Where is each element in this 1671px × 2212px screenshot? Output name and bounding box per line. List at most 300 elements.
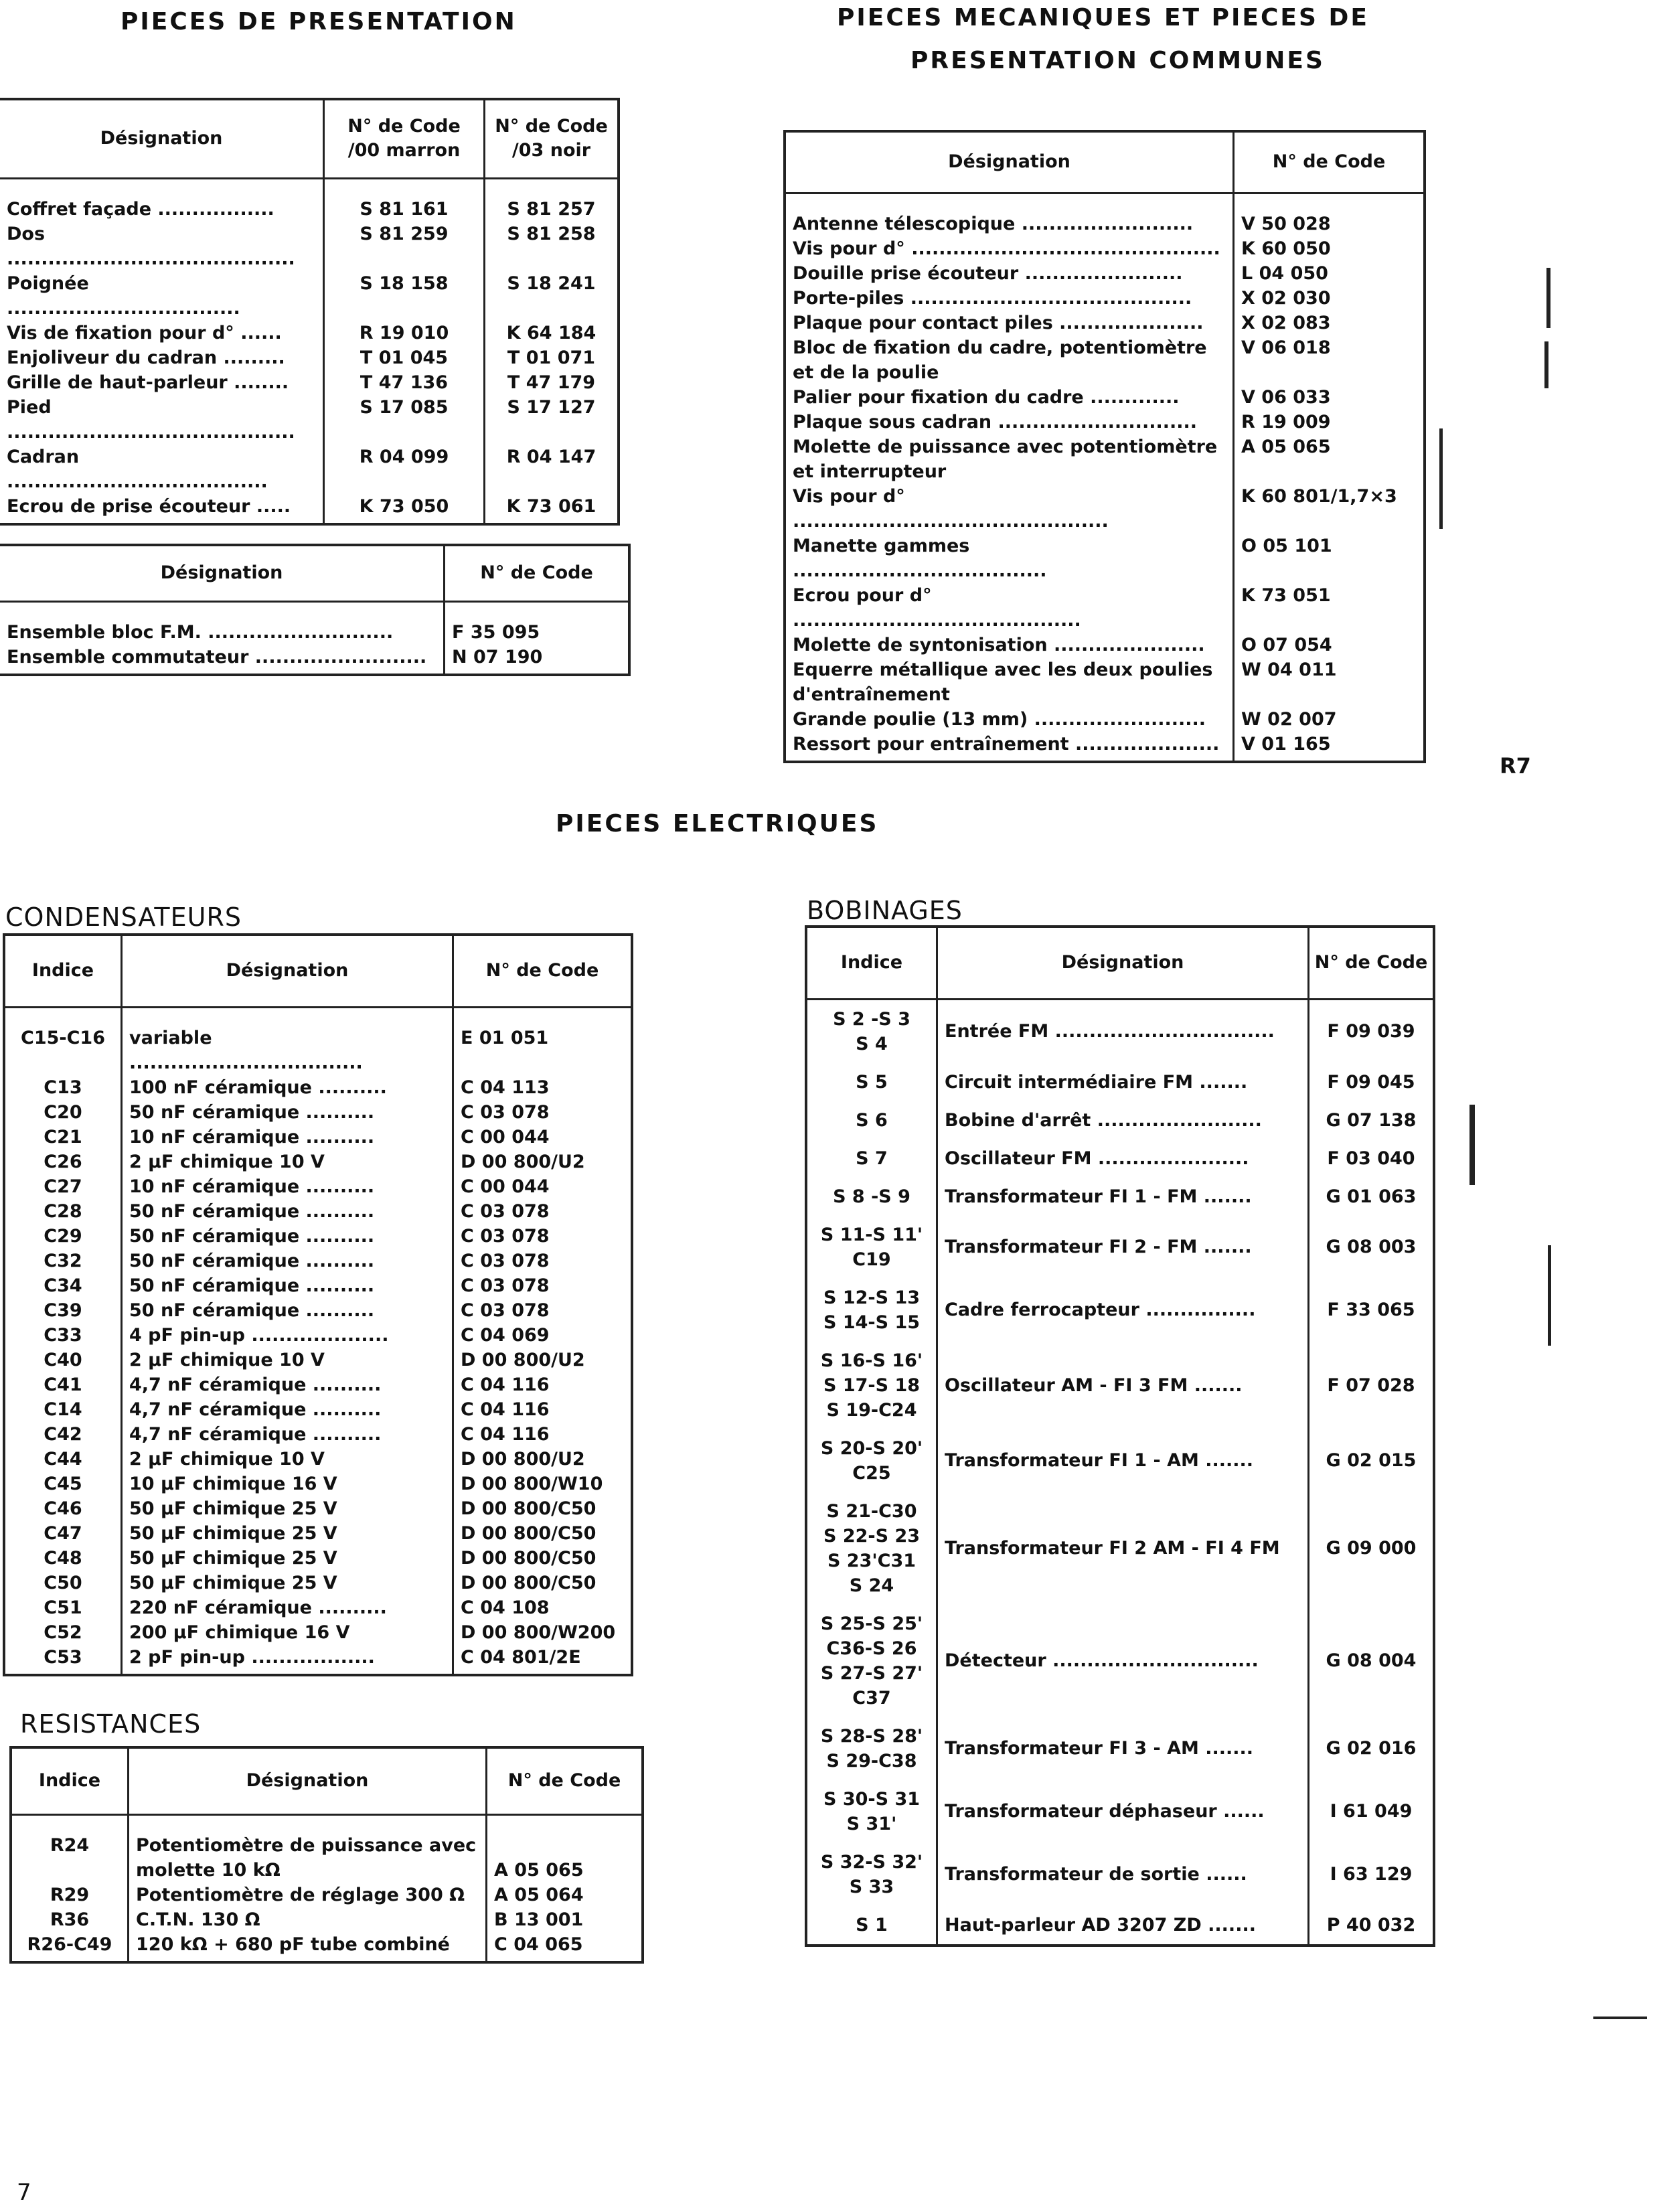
code-cell: D 00 800/W10 xyxy=(453,1472,633,1496)
designation-cell: 50 μF chimique 25 V xyxy=(122,1546,453,1571)
designation-cell: Vis de fixation pour d° ...... xyxy=(7,322,282,343)
section-bobinages: BOBINAGES xyxy=(807,896,963,925)
code-cell: C 03 078 xyxy=(453,1100,633,1125)
designation-cell: 10 nF céramique .......... xyxy=(122,1174,453,1199)
table-row xyxy=(785,657,1425,707)
code-noir-cell: S 18 241 xyxy=(485,271,619,321)
indice-cell: C28 xyxy=(44,1200,82,1222)
table-row xyxy=(4,1422,632,1447)
indice-cell: C46 xyxy=(44,1498,82,1519)
table-row xyxy=(785,385,1425,410)
code-cell: C 03 078 xyxy=(453,1224,633,1249)
page-number: 7 xyxy=(17,2179,31,2206)
table-row xyxy=(785,434,1425,484)
table-row xyxy=(806,1717,1434,1780)
table-row xyxy=(4,1199,632,1224)
designation-cell: Cadran ...................................... xyxy=(7,446,268,492)
table-row xyxy=(11,1883,643,1907)
code-cell: F 35 095 xyxy=(445,601,630,645)
indice-cell: C32 xyxy=(44,1250,82,1271)
indice-cell: C50 xyxy=(44,1572,82,1593)
code-noir-cell: K 73 061 xyxy=(485,494,619,524)
margin-mark xyxy=(1439,428,1443,529)
presentation-table xyxy=(0,98,620,526)
designation-cell: Porte-piles ......................................... xyxy=(793,287,1192,309)
table-row xyxy=(806,1843,1434,1906)
code-cell: B 13 001 xyxy=(487,1907,643,1932)
indice-cell: C33 xyxy=(44,1324,82,1346)
designation-cell: Bobine d'arrêt ........................ xyxy=(937,1101,1309,1139)
code-cell: G 07 138 xyxy=(1309,1101,1435,1139)
margin-mark xyxy=(1593,2017,1647,2019)
table-row xyxy=(0,271,619,321)
header-code: N° de Code xyxy=(1234,131,1425,193)
designation-cell: Transformateur FI 3 - AM ....... xyxy=(937,1717,1309,1780)
indice-cell: C52 xyxy=(44,1622,82,1643)
table-row xyxy=(4,1249,632,1273)
table-row xyxy=(4,1150,632,1174)
indice-cell: S 28-S 28' S 29-C38 xyxy=(820,1725,923,1771)
indice-cell: C48 xyxy=(44,1547,82,1569)
table-row xyxy=(0,445,619,494)
designation-cell: Ecrou de prise écouteur ..... xyxy=(7,495,291,517)
designation-cell: 50 μF chimique 25 V xyxy=(122,1571,453,1595)
table-row xyxy=(785,583,1425,633)
code-cell: F 03 040 xyxy=(1309,1139,1435,1178)
code-cell: C 04 065 xyxy=(487,1932,643,1962)
designation-cell: 50 μF chimique 25 V xyxy=(122,1521,453,1546)
code-noir-cell: S 81 258 xyxy=(485,222,619,271)
designation-cell: 4,7 nF céramique .......... xyxy=(122,1372,453,1397)
designation-cell: Oscillateur AM - FI 3 FM ....... xyxy=(937,1342,1309,1429)
indice-cell: C39 xyxy=(44,1299,82,1321)
table-row xyxy=(806,999,1434,1063)
code-cell: O 07 054 xyxy=(1234,633,1425,657)
title-electriques: PIECES ELECTRIQUES xyxy=(556,810,879,838)
code-cell: G 08 003 xyxy=(1309,1216,1435,1279)
designation-cell: Potentiomètre de puissance avec molette 10 kΩ xyxy=(129,1814,487,1883)
table-row xyxy=(4,1397,632,1422)
table-row xyxy=(4,1323,632,1348)
code-cell: I 61 049 xyxy=(1309,1780,1435,1843)
table-row xyxy=(4,1546,632,1571)
designation-cell: Vis pour d° ............................................. xyxy=(793,238,1220,259)
page-ref: R7 xyxy=(1500,753,1531,779)
designation-cell: 10 nF céramique .......... xyxy=(122,1125,453,1150)
table-row xyxy=(0,345,619,370)
table-row xyxy=(806,1429,1434,1492)
table-row xyxy=(806,1101,1434,1139)
table-row xyxy=(4,1100,632,1125)
indice-cell: S 1 xyxy=(856,1914,888,1936)
code-cell: F 33 065 xyxy=(1309,1279,1435,1342)
indice-cell: C14 xyxy=(44,1399,82,1420)
designation-cell: Transformateur FI 1 - AM ....... xyxy=(937,1429,1309,1492)
code-cell: V 06 018 xyxy=(1234,335,1425,385)
code-cell: G 09 000 xyxy=(1309,1492,1435,1605)
designation-cell: Douille prise écouteur ....................... xyxy=(793,262,1183,284)
code-cell: F 09 045 xyxy=(1309,1063,1435,1101)
code-marron-cell: S 18 158 xyxy=(324,271,485,321)
designation-cell: 50 nF céramique .......... xyxy=(122,1273,453,1298)
code-cell: W 04 011 xyxy=(1234,657,1425,707)
designation-cell: Potentiomètre de réglage 300 Ω xyxy=(129,1883,487,1907)
indice-cell: S 8 -S 9 xyxy=(833,1186,910,1207)
designation-cell: variable .................................. xyxy=(122,1007,453,1075)
indice-cell: C47 xyxy=(44,1522,82,1544)
table-row xyxy=(4,1007,632,1075)
designation-cell: Vis pour d° .............................................. xyxy=(793,485,1109,532)
code-cell: C 03 078 xyxy=(453,1199,633,1224)
code-cell: G 02 015 xyxy=(1309,1429,1435,1492)
code-marron-cell: S 17 085 xyxy=(324,395,485,445)
table-row xyxy=(4,1620,632,1645)
table-row xyxy=(4,1075,632,1100)
code-cell: C 03 078 xyxy=(453,1249,633,1273)
code-cell: C 04 116 xyxy=(453,1422,633,1447)
designation-cell: Manette gammes ..................................... xyxy=(793,535,1047,581)
designation-cell: Dos .......................................... xyxy=(7,223,295,269)
indice-cell: C20 xyxy=(44,1101,82,1123)
designation-cell: Circuit intermédiaire FM ....... xyxy=(937,1063,1309,1101)
header-designation: Désignation xyxy=(129,1747,487,1814)
table-row xyxy=(0,601,629,645)
designation-cell: Oscillateur FM ...................... xyxy=(937,1139,1309,1178)
table-row xyxy=(806,1605,1434,1717)
code-cell: A 05 065 xyxy=(487,1814,643,1883)
designation-cell: 2 μF chimique 10 V xyxy=(122,1150,453,1174)
code-marron-cell: R 04 099 xyxy=(324,445,485,494)
code-marron-cell: R 19 010 xyxy=(324,321,485,345)
table-row xyxy=(806,1216,1434,1279)
table-row xyxy=(0,395,619,445)
code-cell: R 19 009 xyxy=(1234,410,1425,434)
designation-cell: Transformateur FI 2 - FM ....... xyxy=(937,1216,1309,1279)
table-row xyxy=(0,321,619,345)
table-row xyxy=(806,1342,1434,1429)
indice-cell: S 2 -S 3 S 4 xyxy=(833,1008,910,1054)
designation-cell: Détecteur .............................. xyxy=(937,1605,1309,1717)
section-resistances: RESISTANCES xyxy=(20,1709,202,1739)
designation-cell: 220 nF céramique .......... xyxy=(122,1595,453,1620)
table-row xyxy=(0,494,619,524)
code-cell: G 02 016 xyxy=(1309,1717,1435,1780)
designation-cell: Molette de puissance avec potentiomètre et interrupteur xyxy=(793,436,1218,482)
code-cell: D 00 800/C50 xyxy=(453,1546,633,1571)
designation-cell: Transformateur FI 2 AM - FI 4 FM xyxy=(937,1492,1309,1605)
designation-cell: Grille de haut-parleur ........ xyxy=(7,372,289,393)
indice-cell: S 7 xyxy=(856,1148,888,1169)
designation-cell: Equerre métallique avec les deux poulies d'entraînement xyxy=(793,659,1213,705)
title-presentation: PIECES DE PRESENTATION xyxy=(121,8,517,35)
designation-cell: Ecrou pour d° .......................................... xyxy=(793,584,1081,631)
code-cell: V 01 165 xyxy=(1234,732,1425,762)
designation-cell: 4,7 nF céramique .......... xyxy=(122,1422,453,1447)
designation-cell: Antenne télescopique ......................... xyxy=(793,213,1194,234)
bobinages-table xyxy=(805,925,1435,1947)
header-designation: Désignation xyxy=(122,935,453,1007)
table-row xyxy=(806,1139,1434,1178)
table-row xyxy=(785,193,1425,236)
code-cell: V 50 028 xyxy=(1234,193,1425,236)
table-row xyxy=(785,410,1425,434)
table-row xyxy=(785,732,1425,762)
designation-cell: Ressort pour entraînement ..................... xyxy=(793,733,1220,755)
indice-cell: C44 xyxy=(44,1448,82,1470)
code-cell: C 04 116 xyxy=(453,1372,633,1397)
designation-cell: Transformateur FI 1 - FM ....... xyxy=(937,1178,1309,1216)
indice-cell: C26 xyxy=(44,1151,82,1172)
indice-cell: C13 xyxy=(44,1077,82,1098)
indice-cell: S 20-S 20' C25 xyxy=(820,1437,923,1484)
header-designation: Désignation xyxy=(0,545,445,601)
designation-cell: Ensemble commutateur ......................... xyxy=(7,646,427,667)
table-row xyxy=(4,1496,632,1521)
code-noir-cell: S 17 127 xyxy=(485,395,619,445)
condensateurs-table xyxy=(3,933,633,1676)
designation-cell: 2 pF pin-up .................. xyxy=(122,1645,453,1675)
indice-cell: S 12-S 13 S 14-S 15 xyxy=(823,1287,921,1333)
designation-cell: 10 μF chimique 16 V xyxy=(122,1472,453,1496)
table-row xyxy=(806,1063,1434,1101)
table-row xyxy=(4,1348,632,1372)
designation-cell: 4,7 nF céramique .......... xyxy=(122,1397,453,1422)
designation-cell: Entrée FM ................................ xyxy=(937,999,1309,1063)
code-noir-cell: K 64 184 xyxy=(485,321,619,345)
table-row xyxy=(4,1125,632,1150)
header-indice: Indice xyxy=(806,927,937,999)
designation-cell: 50 μF chimique 25 V xyxy=(122,1496,453,1521)
designation-cell: 50 nF céramique .......... xyxy=(122,1100,453,1125)
indice-cell: R36 xyxy=(50,1909,90,1930)
table-row xyxy=(0,222,619,271)
table-row xyxy=(806,1279,1434,1342)
code-cell: A 05 065 xyxy=(1234,434,1425,484)
designation-cell: 2 μF chimique 10 V xyxy=(122,1348,453,1372)
fm-table xyxy=(0,544,631,676)
mecaniques-table xyxy=(783,130,1426,763)
indice-cell: R26-C49 xyxy=(27,1933,112,1955)
designation-cell: 50 nF céramique .......... xyxy=(122,1298,453,1323)
code-cell: G 08 004 xyxy=(1309,1605,1435,1717)
table-row xyxy=(0,370,619,395)
table-row xyxy=(4,1645,632,1675)
table-row xyxy=(4,1372,632,1397)
header-indice: Indice xyxy=(4,935,122,1007)
code-cell: K 60 050 xyxy=(1234,236,1425,261)
designation-cell: Poignée .................................. xyxy=(7,272,240,319)
indice-cell: C41 xyxy=(44,1374,82,1395)
table-row xyxy=(11,1907,643,1932)
indice-cell: S 32-S 32' S 33 xyxy=(820,1851,923,1897)
resistances-table xyxy=(9,1746,644,1964)
indice-cell: C51 xyxy=(44,1597,82,1618)
header-code: N° de Code xyxy=(445,545,630,601)
code-marron-cell: T 01 045 xyxy=(324,345,485,370)
table-row xyxy=(785,311,1425,335)
designation-cell: Ensemble bloc F.M. ........................... xyxy=(7,621,394,643)
header-designation: Désignation xyxy=(0,99,324,178)
designation-cell: 100 nF céramique .......... xyxy=(122,1075,453,1100)
table-row xyxy=(11,1814,643,1883)
table-row xyxy=(0,645,629,675)
margin-mark xyxy=(1546,268,1550,328)
table-row xyxy=(11,1932,643,1962)
indice-cell: S 25-S 25' C36-S 26 S 27-S 27' C37 xyxy=(820,1613,923,1709)
code-cell: N 07 190 xyxy=(445,645,630,675)
designation-cell: 2 μF chimique 10 V xyxy=(122,1447,453,1472)
designation-cell: 4 pF pin-up .................... xyxy=(122,1323,453,1348)
indice-cell: C42 xyxy=(44,1423,82,1445)
margin-mark xyxy=(1469,1105,1475,1185)
code-cell: F 07 028 xyxy=(1309,1342,1435,1429)
code-cell: A 05 064 xyxy=(487,1883,643,1907)
header-code: N° de Code xyxy=(1309,927,1435,999)
designation-cell: Grande poulie (13 mm) ......................... xyxy=(793,708,1206,730)
code-noir-cell: R 04 147 xyxy=(485,445,619,494)
table-row xyxy=(4,1224,632,1249)
code-marron-cell: T 47 136 xyxy=(324,370,485,395)
header-code-marron: N° de Code /00 marron xyxy=(324,99,485,178)
code-cell: D 00 800/U2 xyxy=(453,1348,633,1372)
code-cell: K 60 801/1,7×3 xyxy=(1234,484,1425,534)
designation-cell: Bloc de fixation du cadre, potentiomètre et de la poulie xyxy=(793,337,1207,383)
designation-cell: 50 nF céramique .......... xyxy=(122,1224,453,1249)
code-cell: C 04 116 xyxy=(453,1397,633,1422)
code-marron-cell: S 81 161 xyxy=(324,178,485,222)
code-cell: O 05 101 xyxy=(1234,534,1425,583)
indice-cell: C27 xyxy=(44,1176,82,1197)
table-row xyxy=(806,1178,1434,1216)
code-cell: D 00 800/C50 xyxy=(453,1496,633,1521)
designation-cell: Coffret façade ................. xyxy=(7,198,274,220)
margin-mark xyxy=(1544,341,1548,388)
section-condensateurs: CONDENSATEURS xyxy=(5,902,242,932)
margin-mark xyxy=(1548,1245,1551,1346)
title-mecaniques-line2: PRESENTATION COMMUNES xyxy=(910,47,1325,74)
code-noir-cell: T 01 071 xyxy=(485,345,619,370)
table-row xyxy=(806,1492,1434,1605)
table-row xyxy=(785,534,1425,583)
indice-cell: C40 xyxy=(44,1349,82,1370)
designation-cell: 50 nF céramique .......... xyxy=(122,1249,453,1273)
code-cell: D 00 800/C50 xyxy=(453,1571,633,1595)
code-cell: C 04 801/2E xyxy=(453,1645,633,1675)
indice-cell: C29 xyxy=(44,1225,82,1247)
indice-cell: S 6 xyxy=(856,1109,888,1131)
table-row xyxy=(4,1273,632,1298)
code-cell: D 00 800/W200 xyxy=(453,1620,633,1645)
table-row xyxy=(4,1595,632,1620)
table-row xyxy=(806,1906,1434,1946)
code-cell: D 00 800/U2 xyxy=(453,1150,633,1174)
table-row xyxy=(785,484,1425,534)
table-row xyxy=(785,236,1425,261)
table-row xyxy=(4,1571,632,1595)
code-cell: D 00 800/U2 xyxy=(453,1447,633,1472)
designation-cell: Enjoliveur du cadran ......... xyxy=(7,347,285,368)
designation-cell: Plaque pour contact piles ..................... xyxy=(793,312,1204,333)
designation-cell: Transformateur déphaseur ...... xyxy=(937,1780,1309,1843)
designation-cell: Molette de syntonisation ...................... xyxy=(793,634,1205,655)
designation-cell: Cadre ferrocapteur ................ xyxy=(937,1279,1309,1342)
code-cell: P 40 032 xyxy=(1309,1906,1435,1946)
indice-cell: R24 xyxy=(50,1834,90,1856)
table-row xyxy=(4,1447,632,1472)
indice-cell: C34 xyxy=(44,1275,82,1296)
designation-cell: Plaque sous cadran ............................. xyxy=(793,411,1197,432)
indice-cell: C15-C16 xyxy=(21,1027,105,1048)
table-row xyxy=(806,1780,1434,1843)
designation-cell: Transformateur de sortie ...... xyxy=(937,1843,1309,1906)
code-cell: D 00 800/C50 xyxy=(453,1521,633,1546)
code-cell: V 06 033 xyxy=(1234,385,1425,410)
code-cell: C 03 078 xyxy=(453,1298,633,1323)
indice-cell: S 30-S 31 S 31' xyxy=(823,1788,921,1834)
title-mecaniques-line1: PIECES MECANIQUES ET PIECES DE xyxy=(837,4,1369,31)
code-cell: K 73 051 xyxy=(1234,583,1425,633)
table-row xyxy=(4,1521,632,1546)
table-row xyxy=(785,335,1425,385)
code-cell: G 01 063 xyxy=(1309,1178,1435,1216)
table-row xyxy=(785,707,1425,732)
code-cell: C 00 044 xyxy=(453,1174,633,1199)
indice-cell: S 16-S 16' S 17-S 18 S 19-C24 xyxy=(820,1350,923,1421)
code-cell: L 04 050 xyxy=(1234,261,1425,286)
header-code: N° de Code xyxy=(453,935,633,1007)
header-designation: Désignation xyxy=(785,131,1234,193)
code-cell: C 04 108 xyxy=(453,1595,633,1620)
designation-cell: Palier pour fixation du cadre ............. xyxy=(793,386,1180,408)
table-row xyxy=(785,633,1425,657)
code-cell: W 02 007 xyxy=(1234,707,1425,732)
code-cell: C 04 113 xyxy=(453,1075,633,1100)
indice-cell: S 11-S 11' C19 xyxy=(820,1224,923,1270)
indice-cell: S 5 xyxy=(856,1071,888,1093)
code-cell: C 04 069 xyxy=(453,1323,633,1348)
designation-cell: C.T.N. 130 Ω xyxy=(129,1907,487,1932)
code-marron-cell: S 81 259 xyxy=(324,222,485,271)
code-cell: E 01 051 xyxy=(453,1007,633,1075)
designation-cell: 120 kΩ + 680 pF tube combiné xyxy=(129,1932,487,1962)
header-code: N° de Code xyxy=(487,1747,643,1814)
table-row xyxy=(785,261,1425,286)
code-cell: X 02 030 xyxy=(1234,286,1425,311)
indice-cell: C53 xyxy=(44,1646,82,1668)
code-marron-cell: K 73 050 xyxy=(324,494,485,524)
designation-cell: 50 nF céramique .......... xyxy=(122,1199,453,1224)
designation-cell: 200 μF chimique 16 V xyxy=(122,1620,453,1645)
table-row xyxy=(4,1472,632,1496)
code-noir-cell: T 47 179 xyxy=(485,370,619,395)
code-noir-cell: S 81 257 xyxy=(485,178,619,222)
code-cell: C 03 078 xyxy=(453,1273,633,1298)
indice-cell: R29 xyxy=(50,1884,90,1905)
table-row xyxy=(785,286,1425,311)
designation-cell: Pied .......................................... xyxy=(7,396,295,443)
indice-cell: S 21-C30 S 22-S 23 S 23'C31 S 24 xyxy=(823,1500,921,1596)
header-indice: Indice xyxy=(11,1747,129,1814)
designation-cell: Haut-parleur AD 3207 ZD ....... xyxy=(937,1906,1309,1946)
table-row xyxy=(4,1298,632,1323)
indice-cell: C21 xyxy=(44,1126,82,1148)
code-cell: I 63 129 xyxy=(1309,1843,1435,1906)
table-row xyxy=(0,178,619,222)
code-cell: C 00 044 xyxy=(453,1125,633,1150)
indice-cell: C45 xyxy=(44,1473,82,1494)
header-designation: Désignation xyxy=(937,927,1309,999)
code-cell: X 02 083 xyxy=(1234,311,1425,335)
